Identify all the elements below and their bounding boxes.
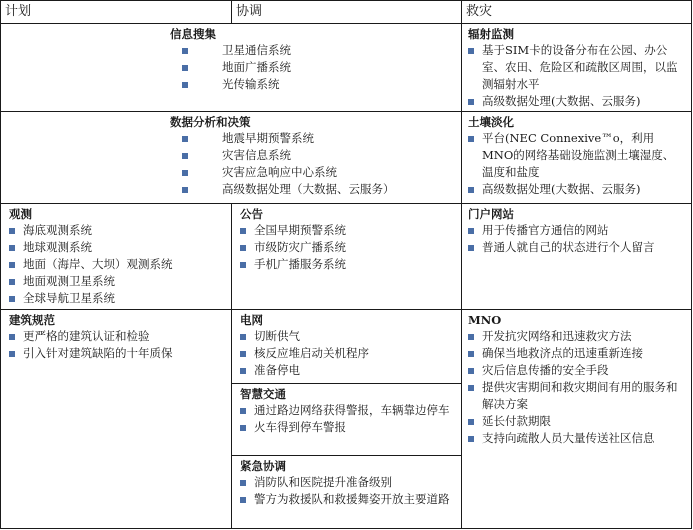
- list-item: 更严格的建筑认证和检验: [9, 328, 227, 345]
- bullet-icon: [9, 262, 15, 268]
- list-item: 通过路边网络获得警报，车辆靠边停车: [240, 402, 457, 419]
- bullet-icon: [182, 136, 188, 142]
- soil-cell: [461, 111, 692, 204]
- header-relief: [461, 0, 692, 24]
- grid-title: 电网: [240, 313, 263, 327]
- list-item: 基于SIM卡的设备分布在公园、办公室、农田、危险区和疏散区周围，以监测辐射水平: [468, 42, 685, 93]
- bullet-icon: [468, 351, 474, 357]
- data-analysis-list: [182, 130, 461, 198]
- bullet-icon: [182, 48, 188, 54]
- bullet-icon: [240, 228, 246, 234]
- bullet-icon: [240, 334, 246, 340]
- list-item: 手机广播服务系统: [240, 256, 457, 273]
- bullet-icon: [182, 65, 188, 71]
- bullet-icon: [9, 334, 15, 340]
- list-item: 引入针对建筑缺陷的十年质保: [9, 345, 227, 362]
- list-item: 支持向疏散人员大量传送社区信息: [468, 430, 685, 447]
- announcement-title: 公告: [240, 207, 263, 221]
- bullet-icon: [182, 153, 188, 159]
- header-relief-label: 救灾: [466, 4, 493, 19]
- list-item: 高级数据处理(大数据、云服务): [468, 93, 685, 110]
- mno-cell: [461, 309, 692, 529]
- bullet-icon: [240, 425, 246, 431]
- building-list: [9, 328, 227, 362]
- header-coordinate: [231, 0, 462, 24]
- list-item: 地面（海岸、大坝）观测系统: [9, 256, 227, 273]
- building-title: 建筑规范: [9, 313, 55, 327]
- list-item: 全国早期预警系统: [240, 222, 457, 239]
- bullet-icon: [182, 170, 188, 176]
- list-item: 提供灾害期间和救灾期间有用的服务和解决方案: [468, 379, 685, 413]
- list-item: 警方为救援队和救援舞姿开放主要道路: [240, 491, 457, 508]
- observation-cell: [0, 203, 232, 310]
- list-item: 灾后信息传播的安全手段: [468, 362, 685, 379]
- list-item: 普通人就自己的状态进行个人留言: [468, 239, 685, 256]
- soil-list: [468, 130, 685, 198]
- list-item: 用于传播官方通信的网站: [468, 222, 685, 239]
- bullet-icon: [468, 136, 474, 142]
- bullet-icon: [240, 368, 246, 374]
- bullet-icon: [240, 351, 246, 357]
- building-cell: [0, 309, 232, 529]
- list-item: 平台(NEC Connexive™o，利用MNO的网络基础设施监测土壤湿度、温度和盐度: [468, 130, 685, 181]
- bullet-icon: [468, 228, 474, 234]
- bullet-icon: [182, 187, 188, 193]
- list-item: 卫星通信系统: [182, 42, 461, 59]
- list-item: 灾害应急响应中心系统: [182, 164, 461, 181]
- bullet-icon: [468, 48, 474, 54]
- list-item: 全球导航卫星系统: [9, 290, 227, 307]
- bullet-icon: [240, 245, 246, 251]
- emergency-title: 紧急协调: [240, 459, 286, 473]
- bullet-icon: [468, 385, 474, 391]
- bullet-icon: [182, 82, 188, 88]
- bullet-icon: [468, 436, 474, 442]
- bullet-icon: [9, 296, 15, 302]
- info-search-title: 信息搜集: [170, 27, 216, 41]
- info-search-cell: [0, 23, 462, 112]
- mno-list: [468, 328, 685, 447]
- grid-cell: [231, 309, 462, 384]
- list-item: 海底观测系统: [9, 222, 227, 239]
- emergency-list: [240, 474, 457, 508]
- mno-title: MNO: [468, 313, 502, 327]
- bullet-icon: [240, 408, 246, 414]
- list-item: 高级数据处理(大数据、云服务): [468, 181, 685, 198]
- list-item: 高级数据处理（大数据、云服务）: [182, 181, 461, 198]
- list-item: 地面广播系统: [182, 59, 461, 76]
- bullet-icon: [9, 351, 15, 357]
- grid-list: [240, 328, 457, 379]
- header-coordinate-label: 协调: [236, 4, 263, 19]
- radiation-title: 辐射监测: [468, 27, 514, 41]
- portal-cell: [461, 203, 692, 310]
- list-item: 消防队和医院提升准备级别: [240, 474, 457, 491]
- portal-title: 门户网站: [468, 207, 514, 221]
- list-item: 灾害信息系统: [182, 147, 461, 164]
- observation-list: [9, 222, 227, 307]
- data-analysis-cell: [0, 111, 462, 204]
- bullet-icon: [9, 228, 15, 234]
- bullet-icon: [468, 334, 474, 340]
- bullet-icon: [468, 245, 474, 251]
- data-analysis-title: 数据分析和决策: [170, 115, 251, 129]
- bullet-icon: [240, 262, 246, 268]
- list-item: 核反应堆启动关机程序: [240, 345, 457, 362]
- list-item: 准备停电: [240, 362, 457, 379]
- header-plan-label: 计划: [5, 4, 32, 19]
- list-item: 地球观测系统: [9, 239, 227, 256]
- bullet-icon: [468, 368, 474, 374]
- list-item: 延长付款期限: [468, 413, 685, 430]
- header-plan: [0, 0, 232, 24]
- list-item: 火车得到停车警报: [240, 419, 457, 436]
- info-search-list: [182, 42, 461, 93]
- bullet-icon: [468, 419, 474, 425]
- radiation-list: [468, 42, 685, 110]
- bullet-icon: [240, 480, 246, 486]
- bullet-icon: [468, 187, 474, 193]
- list-item: 地震早期预警系统: [182, 130, 461, 147]
- list-item: 地面观测卫星系统: [9, 273, 227, 290]
- list-item: 确保当地救济点的迅速重新连接: [468, 345, 685, 362]
- emergency-cell: [231, 455, 462, 529]
- list-item: 切断供气: [240, 328, 457, 345]
- observation-title: 观测: [9, 207, 32, 221]
- bullet-icon: [9, 245, 15, 251]
- bullet-icon: [468, 99, 474, 105]
- smart-traffic-cell: [231, 383, 462, 456]
- list-item: 光传输系统: [182, 76, 461, 93]
- bullet-icon: [240, 497, 246, 503]
- list-item: 市级防灾广播系统: [240, 239, 457, 256]
- announcement-list: [240, 222, 457, 273]
- smart-traffic-list: [240, 402, 457, 436]
- smart-traffic-title: 智慧交通: [240, 387, 286, 401]
- bullet-icon: [9, 279, 15, 285]
- portal-list: [468, 222, 685, 256]
- soil-title: 土壤淡化: [468, 115, 514, 129]
- list-item: 开发抗灾网络和迅速救灾方法: [468, 328, 685, 345]
- radiation-cell: [461, 23, 692, 112]
- announcement-cell: [231, 203, 462, 310]
